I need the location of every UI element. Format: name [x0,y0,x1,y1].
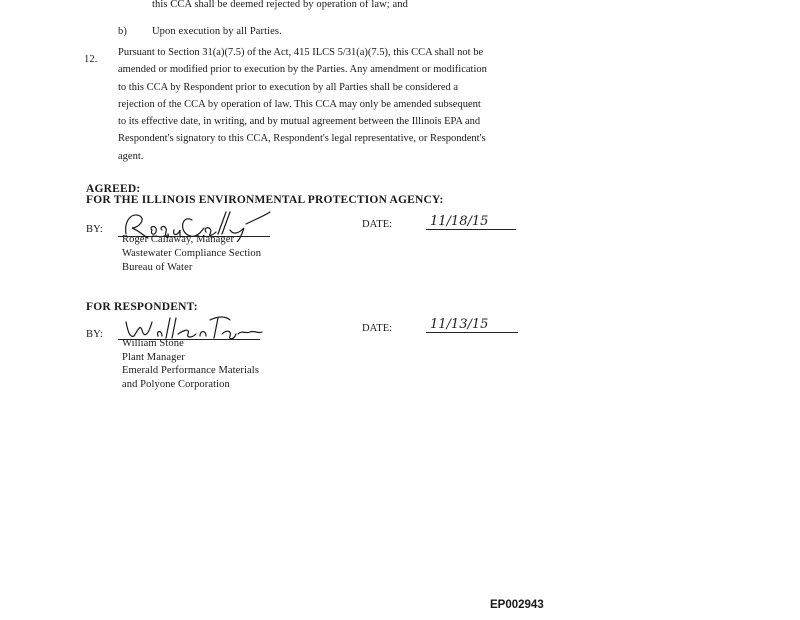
paragraph-line: amended or modified prior to execution by the Parties. Any amendment or modification [118,64,487,76]
paragraph-line: Respondent's signatory to this CCA, Respondent's legal representative, or Respondent's [118,133,486,145]
agency-signer-section: Wastewater Compliance Section [122,248,262,259]
respondent-date-label: DATE: [362,323,393,334]
item-b-marker: b) [118,26,127,37]
continued-clause-line: this CCA shall be deemed rejected by operation of law; and [152,0,408,10]
respondent-signer-title: Plant Manager [122,352,185,363]
agency-signer-name: Roger Callaway, Manager [122,234,235,245]
agency-date-value: 11/18/15 [430,214,489,229]
agency-date-line [426,229,516,230]
respondent-heading: FOR RESPONDENT: [86,301,198,313]
paragraph-line: Pursuant to Section 31(a)(7.5) of the Act, 415 ILCS 5/31(a)(7.5), this CCA shall not be [118,47,484,58]
bates-stamp: EP002943 [490,599,544,611]
paragraph-12-number: 12. [84,54,98,65]
respondent-company-2: and Polyone Corporation [122,379,230,390]
agency-signer-bureau: Bureau of Water [122,262,193,273]
paragraph-line: to its effective date, in writing, and by mutual agreement between the Illinois EPA and [118,116,481,128]
respondent-by-label: BY: [86,329,103,340]
item-b-text: Upon execution by all Parties. [152,26,282,37]
respondent-date-line [426,332,518,333]
agency-heading: FOR THE ILLINOIS ENVIRONMENTAL PROTECTION AGENCY: [86,194,444,206]
agency-date-label: DATE: [362,219,393,230]
paragraph-line: rejection of the CCA by operation of law. This CCA may only be amended subsequent [118,98,481,110]
agency-by-label: BY: [86,224,103,235]
paragraph-line: to this CCA by Respondent prior to execution by all Parties shall be considered a [118,81,459,93]
agreed-heading: AGREED: [86,183,141,195]
respondent-signer-name: William Stone [122,338,184,349]
paragraph-12-body [118,44,538,165]
paragraph-line: agent. [118,150,144,162]
respondent-company: Emerald Performance Materials [122,365,260,376]
respondent-date-value: 11/13/15 [430,317,489,332]
